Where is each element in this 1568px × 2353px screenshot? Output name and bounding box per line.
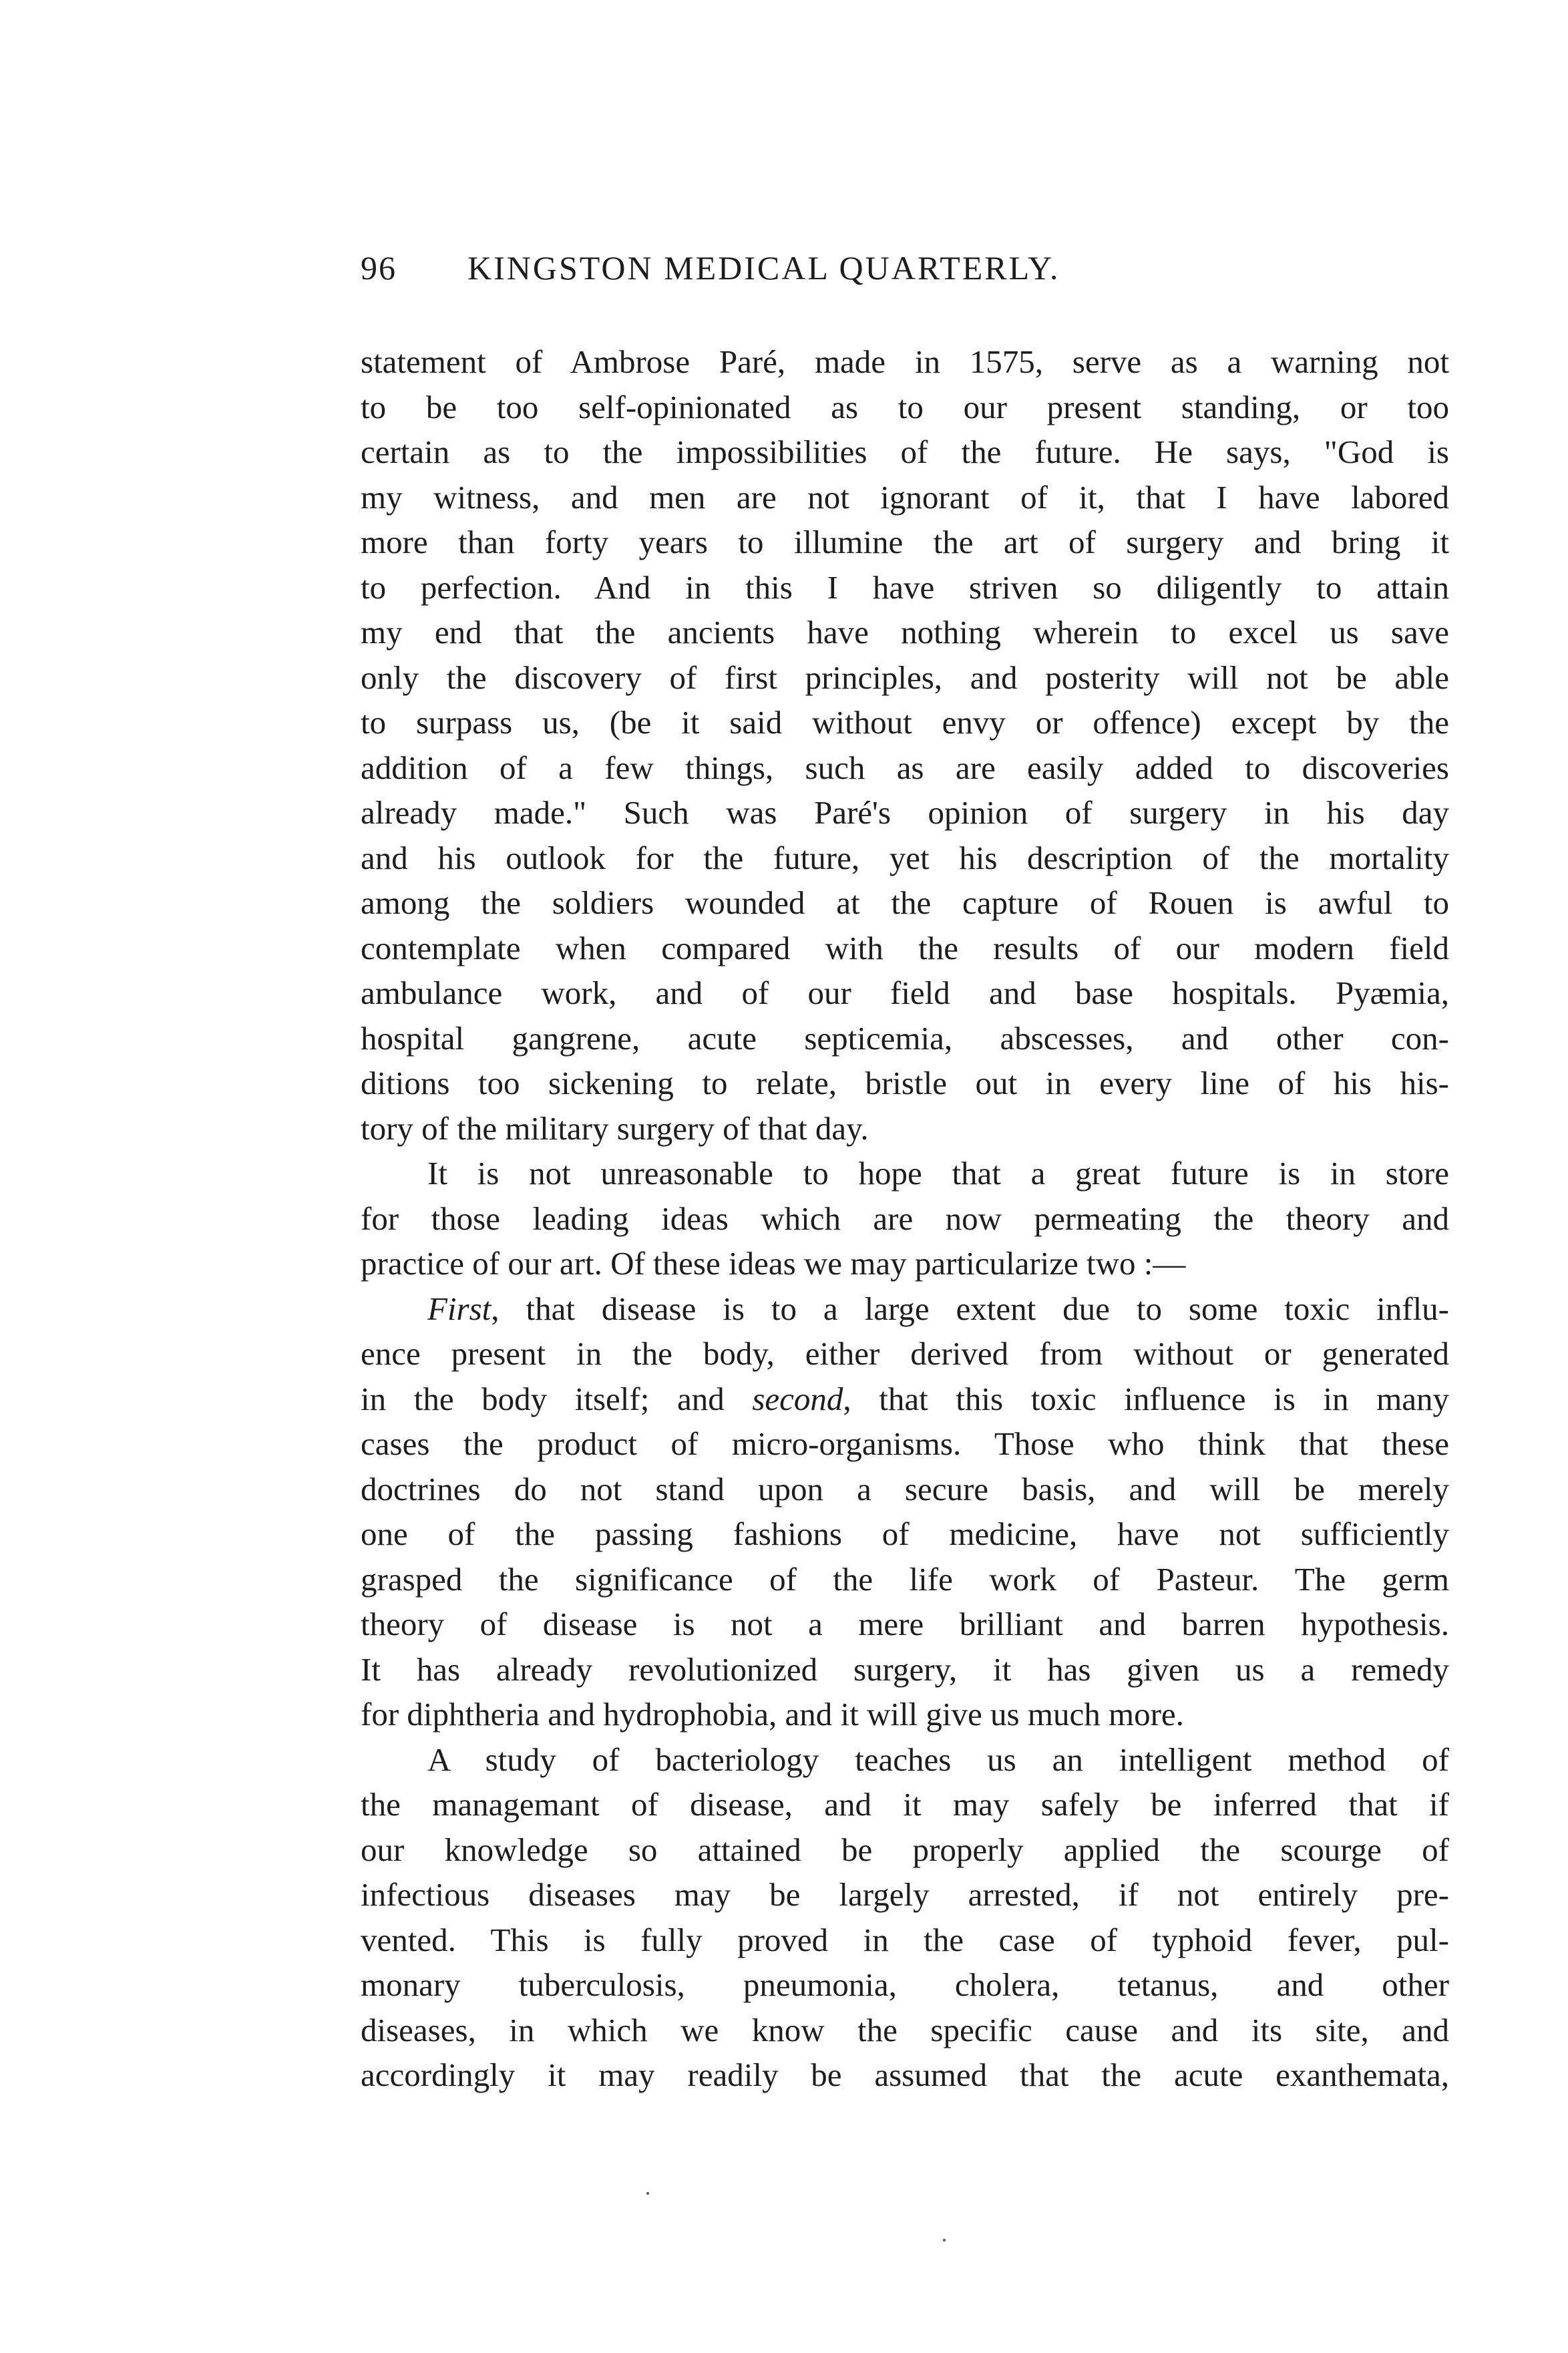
text-line: only the discovery of first principles, and posterity will not be able [361,659,1449,696]
text-line: among the soldiers wounded at the capture of Rouen is awful to [361,884,1449,921]
text-line: It has already revolutionized surgery, it has given us a remedy [361,1650,1449,1688]
text-line: accordingly it may readily be assumed that the acute exanthemata, [361,2056,1449,2093]
text-line [361,1377,1449,1422]
body-text [361,339,1449,2098]
text-line: vented. This is fully proved in the case of typhoid fever, pul- [361,1921,1449,1958]
text-line: practice of our art. Of these ideas we may particularize two :— [361,1245,1186,1282]
text-line: already made." Such was Paré's opinion of surgery in his day [361,794,1449,831]
paper-speck [646,2192,649,2195]
text-segment: in the body itself; and [361,1380,725,1417]
text-line: more than forty years to illumine the art of surgery and bring it [361,524,1449,560]
text-line: one of the passing fashions of medicine, have not sufficiently [361,1515,1449,1552]
text-line: hospital gangrene, acute septicemia, abscesses, and other con- [361,1019,1449,1057]
text-line: ambulance work, and of our field and base hospitals. Pyæmia, [361,974,1449,1011]
text-line: ditions too sickening to relate, bristle out in every line of his his- [361,1065,1449,1101]
text-line: and his outlook for the future, yet his description of the mortality [361,839,1449,876]
text-line: our knowledge so attained be properly applied the scourge of [361,1831,1449,1868]
text-line [361,1286,1449,1332]
text-line: A study of bacteriology teaches us an intelligent method of [427,1741,1449,1778]
italic-first: First [427,1290,492,1327]
text-line: doctrines do not stand upon a secure basis, and will be merely [361,1470,1449,1507]
text-line: my end that the ancients have nothing wherein to excel us save [361,614,1449,651]
text-line: to be too self-opinionated as to our present standing, or too [361,388,1449,425]
text-line: tory of the military surgery of that day. [361,1109,869,1147]
text-line: certain as to the impossibilities of the future. He says, "God is [361,433,1449,470]
text-line: for those leading ideas which are now permeating the theory and [361,1200,1449,1237]
text-line: my witness, and men are not ignorant of it, that I have labored [361,478,1449,516]
text-line: infectious diseases may be largely arrested, if not entirely pre- [361,1876,1449,1913]
text-line: grasped the significance of the life work of Pasteur. The germ [361,1560,1449,1598]
text-line: diseases, in which we know the specific cause and its site, and [361,2011,1449,2048]
text-line: theory of disease is not a mere brilliant and barren hypothesis. [361,1606,1449,1642]
text-segment: , that this toxic influence is in many [843,1380,1450,1417]
text-line: addition of a few things, such as are easily added to discoveries [361,749,1449,786]
text-line: monary tuberculosis, pneumonia, cholera, tetanus, and other [361,1966,1449,2003]
text-line: contemplate when compared with the results of our modern field [361,929,1449,966]
text-segment: , that disease is to a large extent due to some toxic influ- [491,1290,1449,1327]
text-line: to perfection. And in this I have striven so diligently to attain [361,568,1449,606]
journal-title: KINGSTON MEDICAL QUARTERLY. [467,249,1060,287]
text-line: statement of Ambrose Paré, made in 1575, serve as a warning not [361,343,1449,380]
paper-speck [943,2239,946,2241]
text-line: to surpass us, (be it said without envy or offence) except by the [361,704,1449,741]
text-line: It is not unreasonable to hope that a great future is in store [427,1155,1449,1192]
running-head [361,248,1449,295]
italic-second: second [752,1380,843,1417]
page-number: 96 [361,249,397,287]
text-line: ence present in the body, either derived from without or generated [361,1335,1449,1372]
text-line: cases the product of micro-organisms. Those who think that these [361,1425,1449,1462]
text-line: the managemant of disease, and it may safely be inferred that if [361,1786,1449,1823]
text-line: for diphtheria and hydrophobia, and it will give us much more. [361,1696,1184,1733]
